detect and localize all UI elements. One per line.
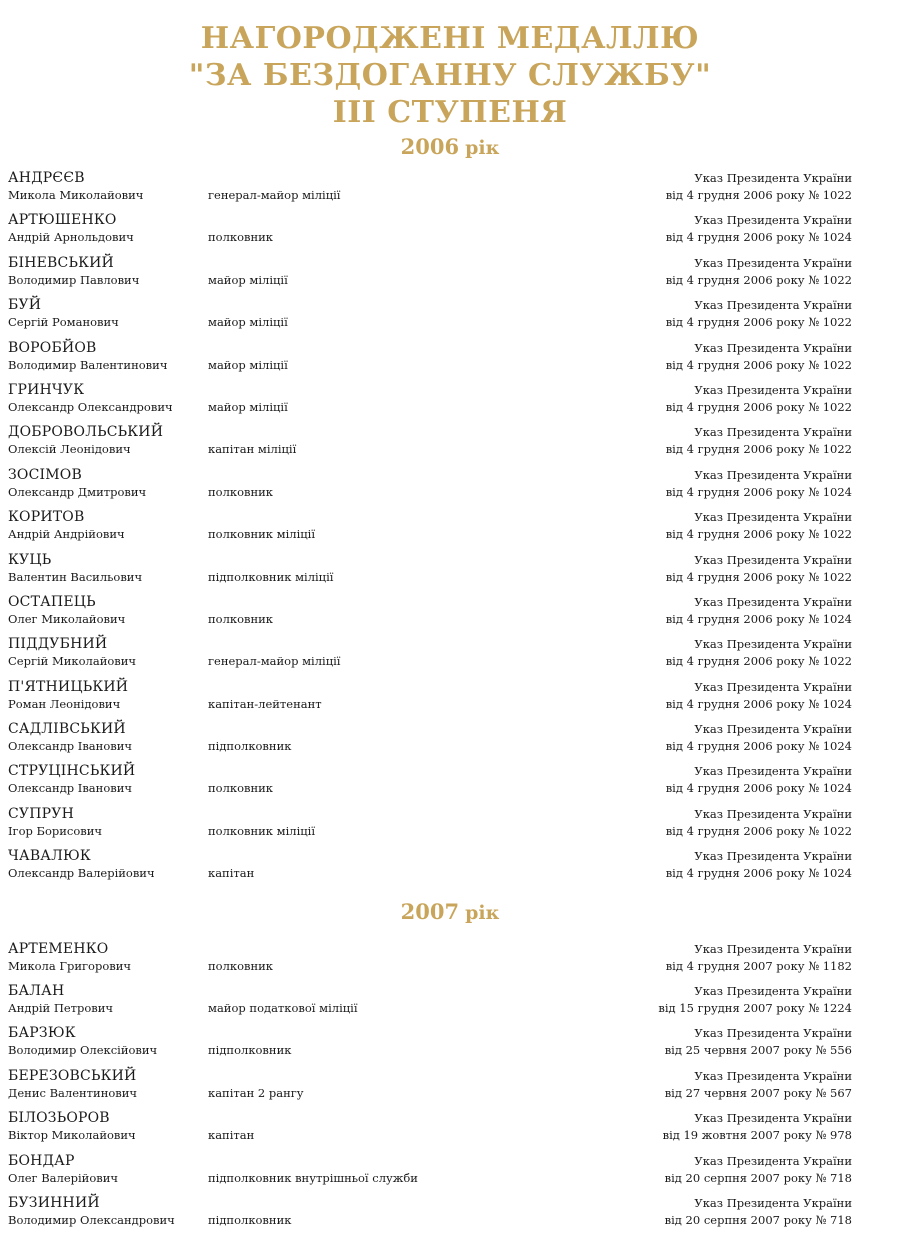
decree-reference: від 4 грудня 2006 року № 1024 xyxy=(665,484,852,499)
awardee-entry xyxy=(8,254,852,296)
awardee-surname: БІЛОЗЬОРОВ xyxy=(8,1110,110,1127)
awardee-given-name: Роман Леонідович xyxy=(8,696,121,711)
awardee-given-name: Олександр Валерійович xyxy=(8,866,155,881)
awardee-rank: генерал-майор міліції xyxy=(208,188,341,202)
awardee-surname: БАЛАН xyxy=(8,983,65,1000)
year-number: 2007 xyxy=(400,898,460,924)
awardee-rank: полковник міліції xyxy=(208,527,316,542)
awardee-rank: підполковник xyxy=(208,1043,292,1058)
awardee-entry xyxy=(8,1067,852,1109)
awardee-surname: САДЛІВСЬКИЙ xyxy=(8,721,126,738)
decree-reference: від 4 грудня 2006 року № 1024 xyxy=(665,611,852,626)
awardee-entry xyxy=(8,381,852,423)
title-line-2: "ЗА БЕЗДОГАННУ СЛУЖБУ" xyxy=(188,58,712,93)
awardee-given-name: Олексій Леонідович xyxy=(8,442,131,457)
decree-title: Указ Президента України xyxy=(694,213,852,228)
awardee-given-name: Андрій Андрійович xyxy=(8,527,125,542)
decree-reference: від 20 серпня 2007 року № 718 xyxy=(664,1212,852,1227)
decree-title: Указ Президента України xyxy=(694,722,852,737)
awardee-surname: СТРУЦІНСЬКИЙ xyxy=(8,763,136,780)
decree-reference: від 4 грудня 2006 року № 1022 xyxy=(665,527,852,542)
title-line-3: ІІІ СТУПЕНЯ xyxy=(332,95,568,130)
year-word: рік xyxy=(465,137,500,159)
awardee-entry xyxy=(8,1109,852,1151)
awardee-given-name: Олександр Дмитрович xyxy=(8,484,147,499)
awardee-given-name: Валентин Васильович xyxy=(8,569,143,584)
decree-reference: від 15 грудня 2007 року № 1224 xyxy=(658,1001,852,1016)
decree-title: Указ Президента України xyxy=(694,1026,852,1041)
decree-title: Указ Президента України xyxy=(694,806,852,821)
awardee-rank: полковник xyxy=(208,958,273,973)
awardee-given-name: Денис Валентинович xyxy=(8,1085,138,1100)
awardee-rank: підполковник міліції xyxy=(208,569,334,584)
decree-reference: від 20 серпня 2007 року № 718 xyxy=(664,1170,852,1185)
section-heading-2007 xyxy=(0,898,900,940)
awardee-surname: АРТЮШЕНКО xyxy=(8,212,117,229)
decree-title: Указ Президента України xyxy=(694,849,852,864)
decree-title: Указ Президента України xyxy=(694,340,852,355)
awardee-surname: БЕРЕЗОВСЬКИЙ xyxy=(8,1067,137,1084)
awardee-rank: підполковник xyxy=(208,1212,292,1227)
awardee-surname: БУЗИННИЙ xyxy=(8,1194,100,1211)
awardee-rank: полковник xyxy=(208,611,273,626)
awardee-given-name: Микола Григорович xyxy=(8,958,131,973)
decree-title: Указ Президента України xyxy=(694,594,852,609)
awardee-rank: капітан xyxy=(208,1128,255,1143)
decree-reference: від 4 грудня 2006 року № 1022 xyxy=(665,569,852,584)
awardee-rank: капітан міліції xyxy=(208,442,297,457)
decree-title: Указ Президента України xyxy=(694,1111,852,1126)
decree-title: Указ Президента України xyxy=(694,510,852,525)
awardee-entry xyxy=(8,339,852,381)
awardee-rank: капітан 2 рангу xyxy=(208,1085,304,1100)
awardee-surname: БАРЗЮК xyxy=(8,1025,76,1042)
awardee-entry xyxy=(8,423,852,465)
awardee-given-name: Олександр Олександрович xyxy=(8,399,173,414)
awardee-given-name: Микола Миколайович xyxy=(8,188,144,202)
awardee-entry xyxy=(8,296,852,338)
awardee-entry xyxy=(8,847,852,889)
awardee-surname: ОСТАПЕЦЬ xyxy=(8,593,96,610)
decree-title: Указ Президента України xyxy=(694,637,852,652)
awardee-surname: ВОРОБЙОВ xyxy=(8,339,97,356)
decree-title: Указ Президента України xyxy=(694,764,852,779)
awardee-surname: П'ЯТНИЦЬКИЙ xyxy=(8,678,129,695)
decree-reference: від 4 грудня 2006 року № 1022 xyxy=(665,654,852,669)
awardee-given-name: Олександр Іванович xyxy=(8,781,132,796)
awardee-surname: АНДРЄЄВ xyxy=(8,170,85,186)
decree-title: Указ Президента України xyxy=(694,1068,852,1083)
awardee-entry xyxy=(8,762,852,804)
decree-title: Указ Президента України xyxy=(694,941,852,956)
awardee-rank: майор міліції xyxy=(208,315,288,330)
awardee-entry xyxy=(8,1024,852,1066)
decree-reference: від 4 грудня 2006 року № 1022 xyxy=(665,315,852,330)
awardee-surname: БОНДАР xyxy=(8,1152,75,1169)
awardee-entry xyxy=(8,805,852,847)
awardee-surname: КУЦЬ xyxy=(8,551,52,568)
awardee-given-name: Олег Миколайович xyxy=(8,611,126,626)
awardee-entry xyxy=(8,720,852,762)
decree-title: Указ Президента України xyxy=(694,382,852,397)
awardee-entry xyxy=(8,508,852,550)
awardee-given-name: Володимир Олександрович xyxy=(8,1212,175,1227)
awardee-given-name: Сергій Миколайович xyxy=(8,654,137,669)
decree-title: Указ Президента України xyxy=(694,679,852,694)
awardee-list-2007 xyxy=(0,940,900,1237)
awardee-given-name: Володимир Валентинович xyxy=(8,357,168,372)
awardee-given-name: Олег Валерійович xyxy=(8,1170,119,1185)
decree-title: Указ Президента України xyxy=(694,467,852,482)
awardee-entry xyxy=(8,593,852,635)
awardee-given-name: Олександр Іванович xyxy=(8,739,132,754)
awardee-surname: СУПРУН xyxy=(8,805,74,822)
decree-reference: від 4 грудня 2006 року № 1022 xyxy=(665,357,852,372)
awardee-rank: майор податкової міліції xyxy=(208,1001,358,1016)
decree-title: Указ Президента України xyxy=(694,1153,852,1168)
decree-title: Указ Президента України xyxy=(694,298,852,313)
awardee-entry xyxy=(8,466,852,508)
decree-reference: від 4 грудня 2006 року № 1024 xyxy=(665,781,852,796)
awardee-surname: ДОБРОВОЛЬСЬКИЙ xyxy=(8,424,164,441)
awardee-entry xyxy=(8,211,852,253)
awardee-surname: ГРИНЧУК xyxy=(8,381,85,398)
awardee-rank: генерал-майор міліції xyxy=(208,654,341,669)
decree-reference: від 4 грудня 2006 року № 1024 xyxy=(665,739,852,754)
awardee-surname: ЧАВАЛЮК xyxy=(8,848,91,865)
awardee-rank: майор міліції xyxy=(208,357,288,372)
decree-reference: від 25 червня 2007 року № 556 xyxy=(664,1043,852,1058)
year-number: 2006 xyxy=(400,134,460,159)
decree-reference: від 4 грудня 2006 року № 1024 xyxy=(665,230,852,245)
year-word: рік xyxy=(465,901,500,924)
section-heading-2006 xyxy=(0,135,900,169)
awardee-entry xyxy=(8,940,852,982)
decree-reference: від 4 грудня 2006 року № 1024 xyxy=(665,866,852,881)
decree-reference: від 4 грудня 2006 року № 1022 xyxy=(665,399,852,414)
decree-reference: від 4 грудня 2006 року № 1022 xyxy=(665,442,852,457)
decree-reference: від 19 жовтня 2007 року № 978 xyxy=(662,1128,852,1143)
awardee-given-name: Володимир Олексійович xyxy=(8,1043,158,1058)
awardee-entry xyxy=(8,551,852,593)
awardee-surname: ПІДДУБНИЙ xyxy=(8,636,108,653)
awardee-rank: капітан-лейтенант xyxy=(208,696,322,711)
decree-reference: від 4 грудня 2006 року № 1024 xyxy=(665,696,852,711)
awardee-rank: капітан xyxy=(208,866,255,881)
awardee-rank: майор міліції xyxy=(208,272,288,287)
awardee-surname: ЗОСІМОВ xyxy=(8,466,82,483)
decree-title: Указ Президента України xyxy=(694,984,852,999)
title-line-1: НАГОРОДЖЕНІ МЕДАЛЛЮ xyxy=(200,21,700,56)
awardee-entry xyxy=(8,678,852,720)
decree-reference: від 4 грудня 2006 року № 1022 xyxy=(665,188,852,202)
decree-reference: від 4 грудня 2006 року № 1022 xyxy=(665,823,852,838)
decree-title: Указ Президента України xyxy=(694,255,852,270)
awardee-rank: підполковник xyxy=(208,739,292,754)
decree-title: Указ Президента України xyxy=(694,171,852,185)
awardee-surname: БІНЕВСЬКИЙ xyxy=(8,254,114,271)
awardee-given-name: Віктор Миколайович xyxy=(8,1128,136,1143)
awardee-surname: АРТЕМЕНКО xyxy=(8,940,109,957)
awardee-given-name: Сергій Романович xyxy=(8,315,119,330)
awardee-entry xyxy=(8,982,852,1024)
awardee-surname: КОРИТОВ xyxy=(8,509,85,526)
awardee-entry xyxy=(8,169,852,211)
awardee-rank: майор міліції xyxy=(208,399,288,414)
awardee-list-2006 xyxy=(0,169,900,890)
awardee-rank: полковник xyxy=(208,781,273,796)
awardee-given-name: Володимир Павлович xyxy=(8,272,140,287)
decree-reference: від 4 грудня 2007 року № 1182 xyxy=(665,958,852,973)
decree-title: Указ Президента України xyxy=(694,552,852,567)
decree-title: Указ Президента України xyxy=(694,1195,852,1210)
awardee-entry xyxy=(8,1194,852,1236)
awardee-rank: полковник міліції xyxy=(208,823,316,838)
awardee-rank: полковник xyxy=(208,484,273,499)
decree-reference: від 27 червня 2007 року № 567 xyxy=(664,1085,852,1100)
awardee-given-name: Ігор Борисович xyxy=(8,823,103,838)
page-title xyxy=(0,20,900,131)
awardee-rank: полковник xyxy=(208,230,273,245)
awardee-given-name: Андрій Арнольдович xyxy=(8,230,134,245)
awardee-surname: БУЙ xyxy=(8,297,42,314)
decree-reference: від 4 грудня 2006 року № 1022 xyxy=(665,272,852,287)
awardee-given-name: Андрій Петрович xyxy=(8,1001,114,1016)
awardee-entry xyxy=(8,1152,852,1194)
awardee-rank: підполковник внутрішньої служби xyxy=(208,1170,418,1185)
decree-title: Указ Президента України xyxy=(694,425,852,440)
awardee-entry xyxy=(8,635,852,677)
